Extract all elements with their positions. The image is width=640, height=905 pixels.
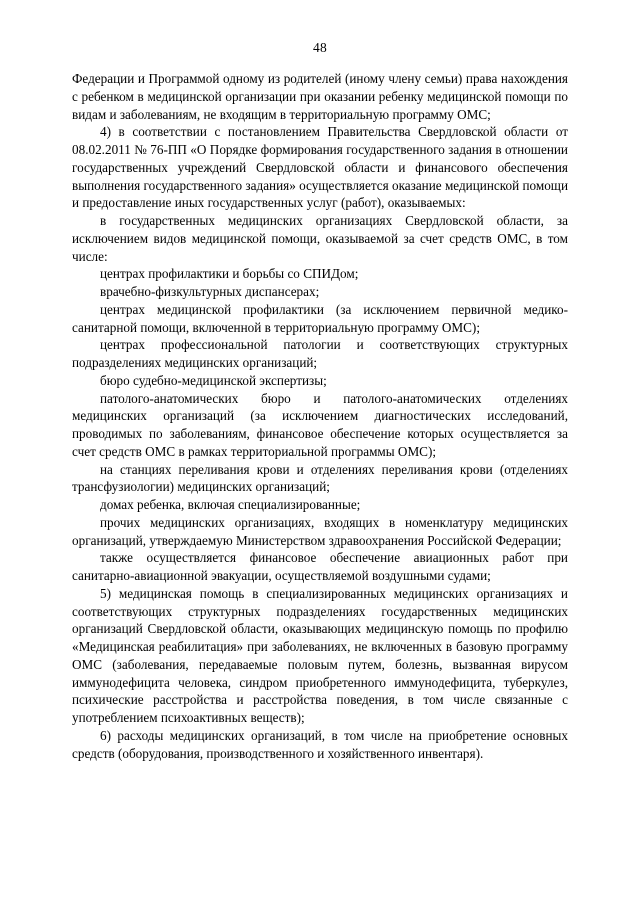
- paragraph: 6) расходы медицинских организаций, в том числе на приобретение основных средств (оборудования, производственного и хозяйственного инвентаря).: [72, 727, 568, 761]
- paragraph: на станциях переливания крови и отделениях переливания крови (отделениях трансфузиологии) медицинских организаций;: [72, 461, 568, 495]
- paragraph: 4) в соответствии с постановлением Правительства Свердловской области от 08.02.2011 № 76-ПП «О Порядке формирования государственного задания в отношении государственных учреждений Свердловской области и финансового обеспечения выполнения государственного задания» осуществляется оказание медицинской помощи и предоставление иных государственных услуг (работ), оказываемых:: [72, 124, 569, 211]
- paragraph: бюро судебно-медицинской экспертизы;: [100, 372, 327, 388]
- paragraph: врачебно-физкультурных диспансерах;: [100, 284, 320, 299]
- page-number: 48: [313, 40, 327, 55]
- paragraph: домах ребенка, включая специализированные;: [100, 497, 361, 512]
- paragraph: прочих медицинских организациях, входящих в номенклатуру медицинских организаций, утверждаемую Министерством здравоохранения Российской Федерации;: [72, 514, 568, 548]
- paragraph: 5) медицинская помощь в специализированных медицинских организациях и соответствующих структурных подразделениях государственных медицинских организаций Свердловской области, оказывающих медицинскую помощь по профилю «Медицинская реабилитация» при заболеваниях, не включенных в базовую программу ОМС (заболевания, передаваемые половым путем, болезнь, вызванная вирусом иммунодефицита человека, синдром приобретенного иммунодефицита, туберкулез, психические расстройства и расстройства поведения, в том числе связанные с употреблением психоактивных веществ);: [72, 585, 568, 725]
- paragraph: Федерации и Программой одному из родителей (иному члену семьи) права нахождения с ребенком в медицинской организации при оказании ребенку медицинской помощи по видам и заболеваниям, не входящим в территориальную программу ОМС;: [72, 71, 568, 122]
- paragraph: центрах медицинской профилактики (за исключением первичной медико-санитарной помощи, включенной в территориальную программу ОМС);: [72, 301, 568, 335]
- document-body: [72, 70, 568, 762]
- paragraph: также осуществляется финансовое обеспечение авиационных работ при санитарно-авиационной эвакуации, осуществляемой воздушными судами;: [72, 550, 568, 583]
- paragraph: центрах профессиональной патологии и соответствующих структурных подразделениях медицинских организаций;: [72, 337, 568, 370]
- paragraph: центрах профилактики и борьбы со СПИДом;: [100, 266, 359, 282]
- paragraph: патолого-анатомических бюро и патолого-анатомических отделениях медицинских организаций (за исключением диагностических исследований, проводимых по заболеваниям, финансовое обеспечение которых осуществляется за счет средств ОМС в рамках территориальной программы ОМС);: [72, 390, 568, 459]
- paragraph: в государственных медицинских организациях Свердловской области, за исключением видов медицинской помощи, оказываемой за счет средств ОМС, в том числе:: [72, 213, 568, 264]
